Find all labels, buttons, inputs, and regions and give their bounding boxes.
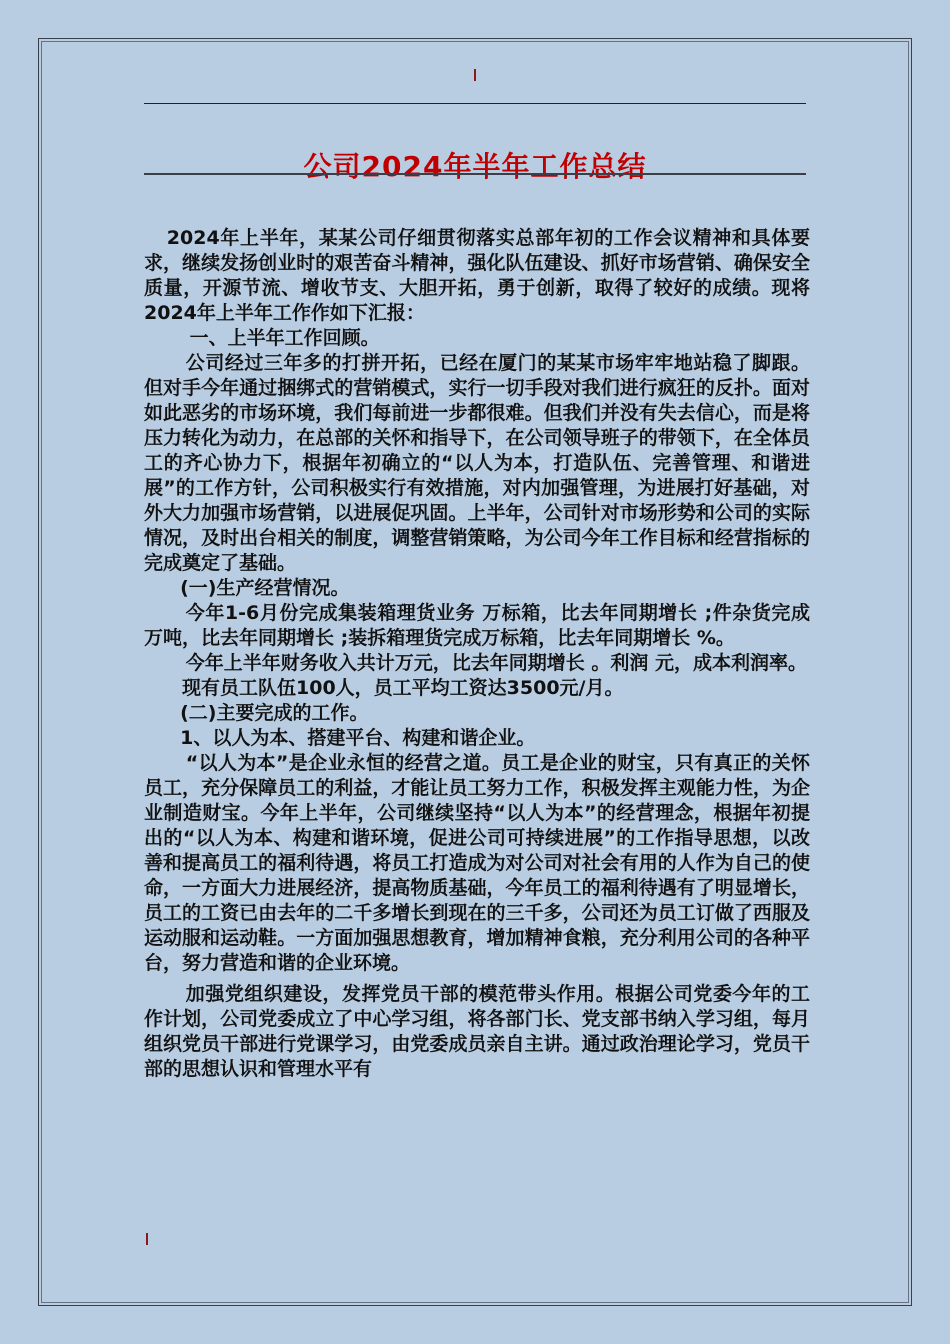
paragraph: 加强党组织建设，发挥党员干部的模范带头作用。根据公司党委今年的工作计划，公司党委成立了中心学习组，将各部门长、党支部书纳入学习组，每月组织党员干部进行党课学习，由党委成员亲自主讲。通过政治理论学习，党员干部的思想认识和管理水平有 [144, 983, 810, 1080]
paragraph: 今年上半年财务收入共计万元，比去年同期增长 。利润 元，成本利润率。 [185, 652, 808, 674]
paragraph: 公司经过三年多的打拼开拓，已经在厦门的某某市场牢牢地站稳了脚跟。但对手今年通过捆绑式的营销模式，实行一切手段对我们进行疯狂的反扑。面对如此恶劣的市场环境，我们每前进一步都很难。但我们并没有失去信心，而是将压力转化为动力，在总部的关怀和指导下，在公司领导班子的带领下，在全体员工的齐心协力下，根据年初确立的“以人为本，打造队伍、完善管理、和谐进展”的工作方针，公司积极实行有效措施，对内加强管理，为进展打好基础，对外大力加强市场营销，以进展促巩固。上半年，公司针对市场形势和公司的实际情况，及时出台相关的制度，调整营销策略，为公司今年工作目标和经营指标的完成奠定了基础。 [144, 352, 810, 574]
title-underline [144, 173, 806, 175]
footer-marker [146, 1233, 148, 1245]
paragraph: 今年1-6月份完成集装箱理货业务 万标箱，比去年同期增长 ;件杂货完成 万吨，比去年同期增长 ;装拆箱理货完成万标箱，比去年同期增长 %。 [144, 602, 810, 649]
document-title: 公司2024年半年工作总结 [303, 149, 647, 183]
header-marker [474, 69, 476, 81]
paragraph: 一、上半年工作回顾。 [189, 327, 380, 349]
paragraph: (二)主要完成的工作。 [180, 702, 369, 724]
header-rule [144, 103, 806, 104]
paragraph: 2024年上半年，某某公司仔细贯彻落实总部年初的工作会议精神和具体要求，继续发扬创业时的艰苦奋斗精神，强化队伍建设、抓好市场营销、确保安全质量，开源节流、增收节支、大胆开拓，勇于创新，取得了较好的成绩。现将2024年上半年工作作如下汇报： [144, 227, 810, 324]
paragraph: 现有员工队伍100人，员工平均工资达3500元/月。 [182, 677, 624, 699]
paragraph: (一)生产经营情况。 [180, 577, 350, 599]
document-body [144, 226, 810, 1082]
paragraph: 1、以人为本、搭建平台、构建和谐企业。 [180, 727, 536, 749]
paragraph: “以人为本”是企业永恒的经营之道。员工是企业的财宝，只有真正的关怀员工，充分保障员工的利益，才能让员工努力工作，积极发挥主观能力性，为企业制造财宝。今年上半年，公司继续坚持“以人为本”的经营理念，根据年初提出的“以人为本、构建和谐环境，促进公司可持续进展”的工作指导思想，以改善和提高员工的福利待遇，将员工打造成为对公司对社会有用的人作为自己的使命，一方面大力进展经济，提高物质基础，今年员工的福利待遇有了明显增长，员工的工资已由去年的二千多增长到现在的三千多，公司还为员工订做了西服及运动服和运动鞋。一方面加强思想教育，增加精神食粮，充分利用公司的各种平台，努力营造和谐的企业环境。 [144, 752, 810, 974]
